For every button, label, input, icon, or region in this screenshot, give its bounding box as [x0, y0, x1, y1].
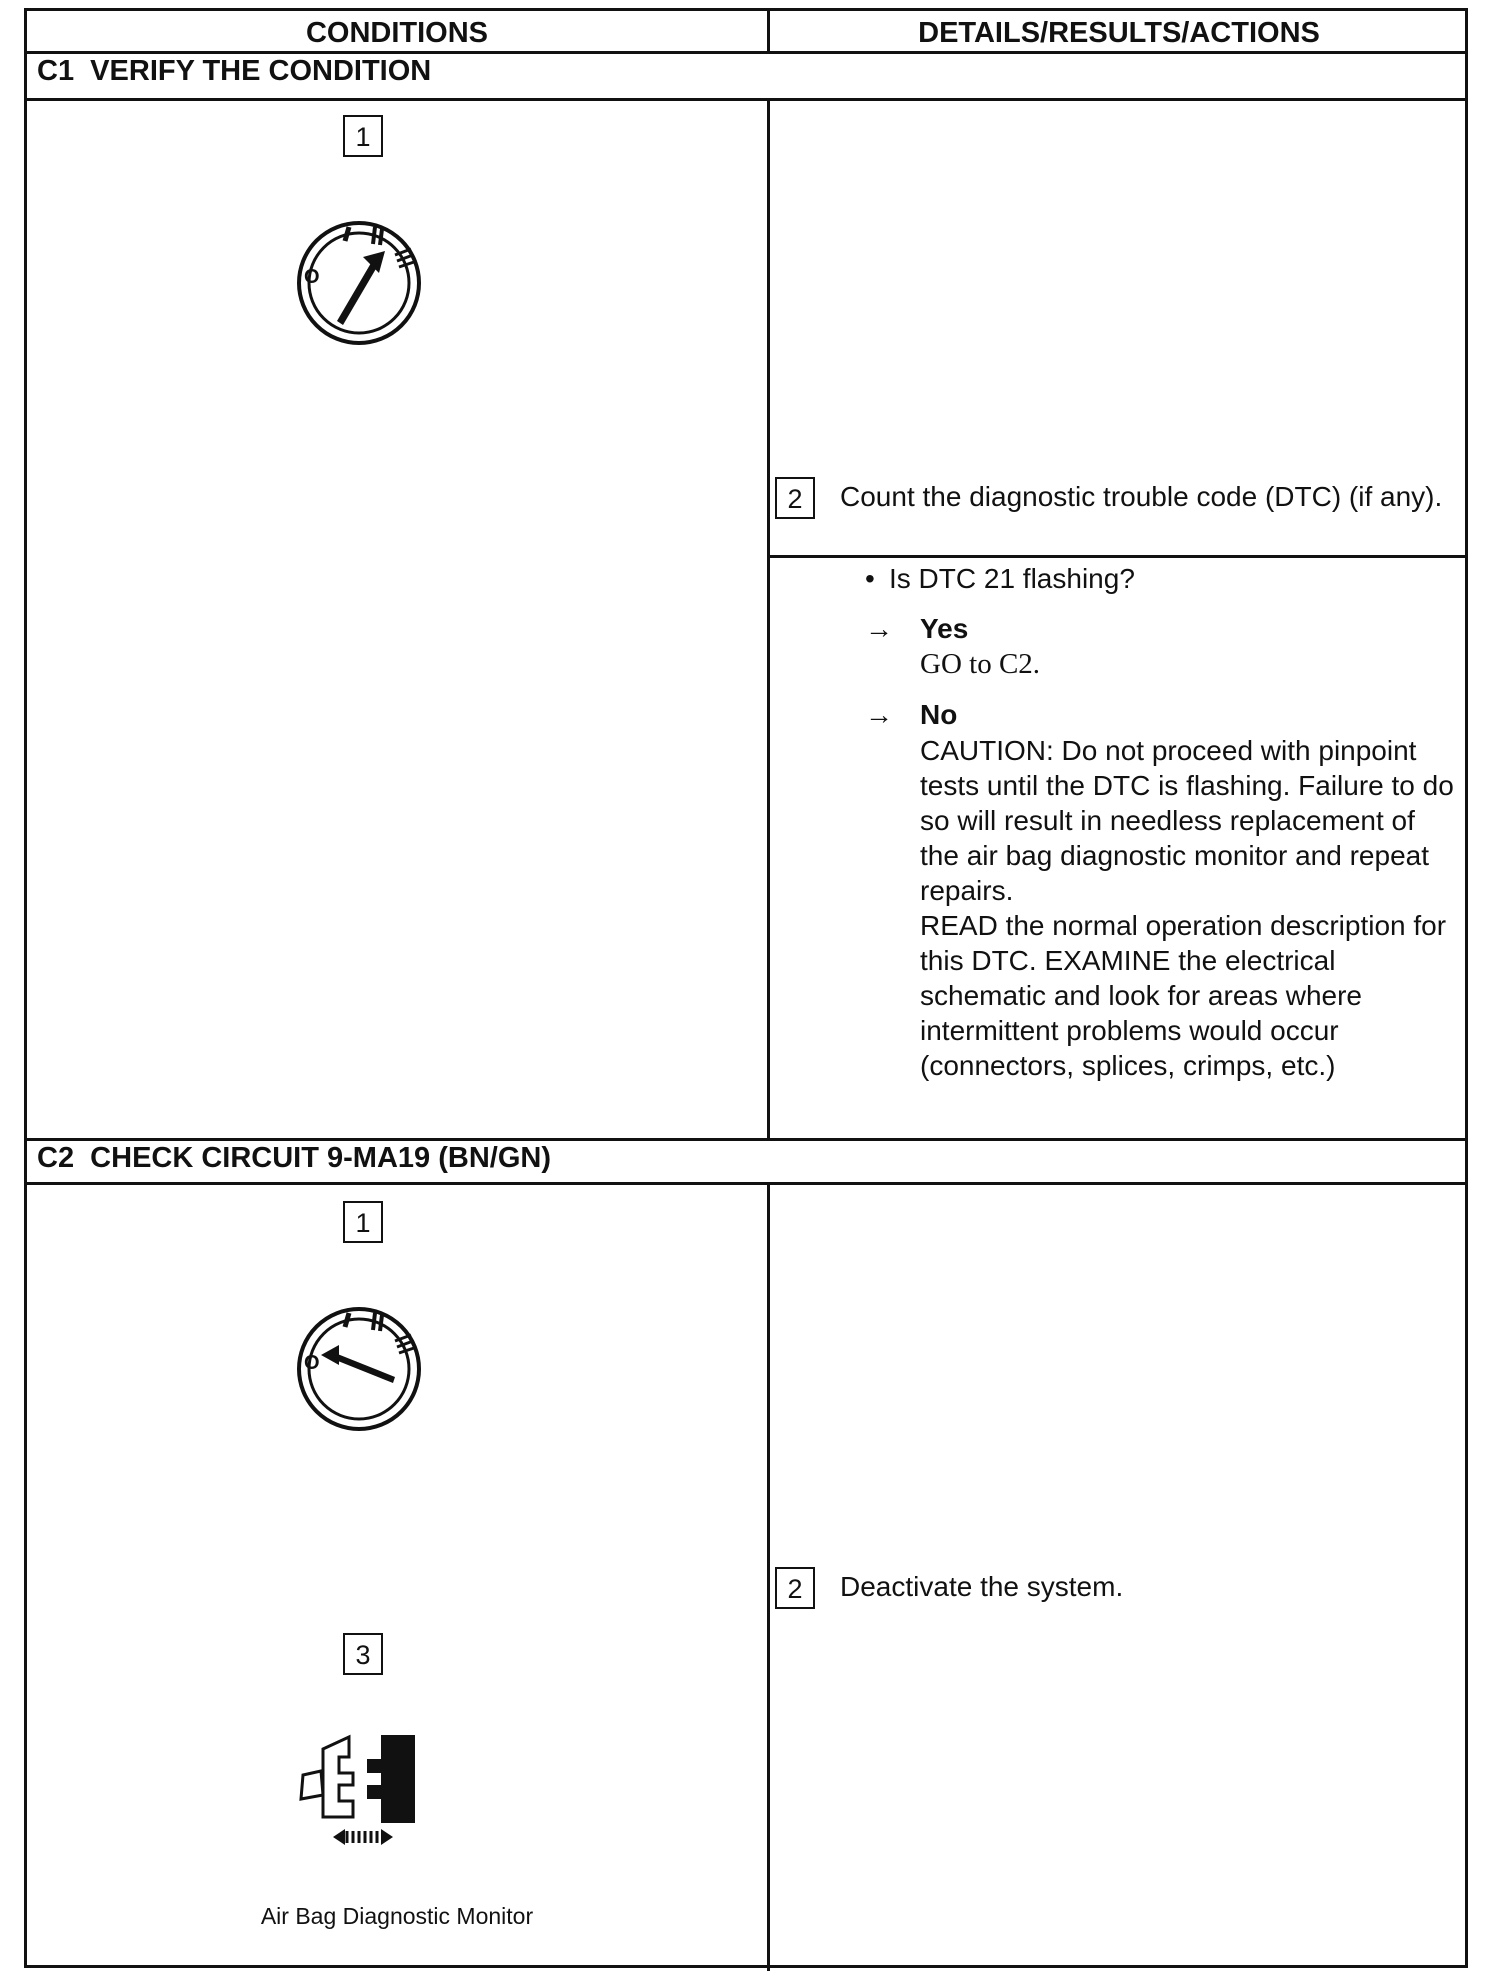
arrow-icon: → — [865, 699, 893, 730]
action-text: READ the normal operation description for this DTC. EXAMINE the electrical schematic and look for areas where intermittent problems would occur (connectors, splices, crimps, etc.) — [920, 910, 1447, 1081]
yes-action: GO to C2. — [920, 648, 1041, 680]
section-title-c2: C2 CHECK CIRCUIT 9-MA19 (BN/GN) — [37, 1142, 551, 1174]
connector-caption: Air Bag Diagnostic Monitor — [260, 1903, 534, 1929]
caution-text: CAUTION: Do not proceed with pinpoint tests until the DTC is flashing. Failure to do so will result in needless replacement of the air bag diagnostic monitor and repeat repairs. — [920, 735, 1454, 906]
row-divider — [27, 51, 1465, 54]
ignition-switch-icon — [293, 217, 425, 349]
step-number-box: 2 — [775, 1567, 815, 1609]
row-divider — [27, 98, 1465, 101]
step-number-box: 2 — [775, 477, 815, 519]
step-number-box: 3 — [343, 1633, 383, 1675]
connector-disconnect-icon — [295, 1721, 427, 1851]
yes-label: Yes — [920, 613, 969, 644]
svg-text:O: O — [304, 1352, 320, 1374]
svg-text:O: O — [304, 266, 320, 288]
arrow-icon: → — [865, 613, 893, 644]
column-divider — [767, 1182, 770, 1971]
ignition-switch-icon — [293, 1303, 425, 1435]
step-instruction: Deactivate the system. — [840, 1571, 1124, 1602]
header-conditions: CONDITIONS — [305, 17, 489, 49]
step-number-box: 1 — [343, 1201, 383, 1243]
diagnostic-table — [24, 8, 1468, 1968]
column-divider — [767, 98, 770, 1138]
section-title-c1: C1 VERIFY THE CONDITION — [37, 55, 432, 87]
bullet-dot: • — [865, 563, 875, 594]
row-divider — [27, 1138, 1465, 1141]
no-label: No — [920, 699, 958, 730]
step-instruction: Count the diagnostic trouble code (DTC) (if any). — [840, 481, 1443, 512]
step-number-box: 1 — [343, 115, 383, 157]
row-divider — [767, 555, 1465, 558]
header-details: DETAILS/RESULTS/ACTIONS — [918, 17, 1320, 49]
row-divider — [27, 1182, 1465, 1185]
question-text: Is DTC 21 flashing? — [889, 563, 1135, 594]
